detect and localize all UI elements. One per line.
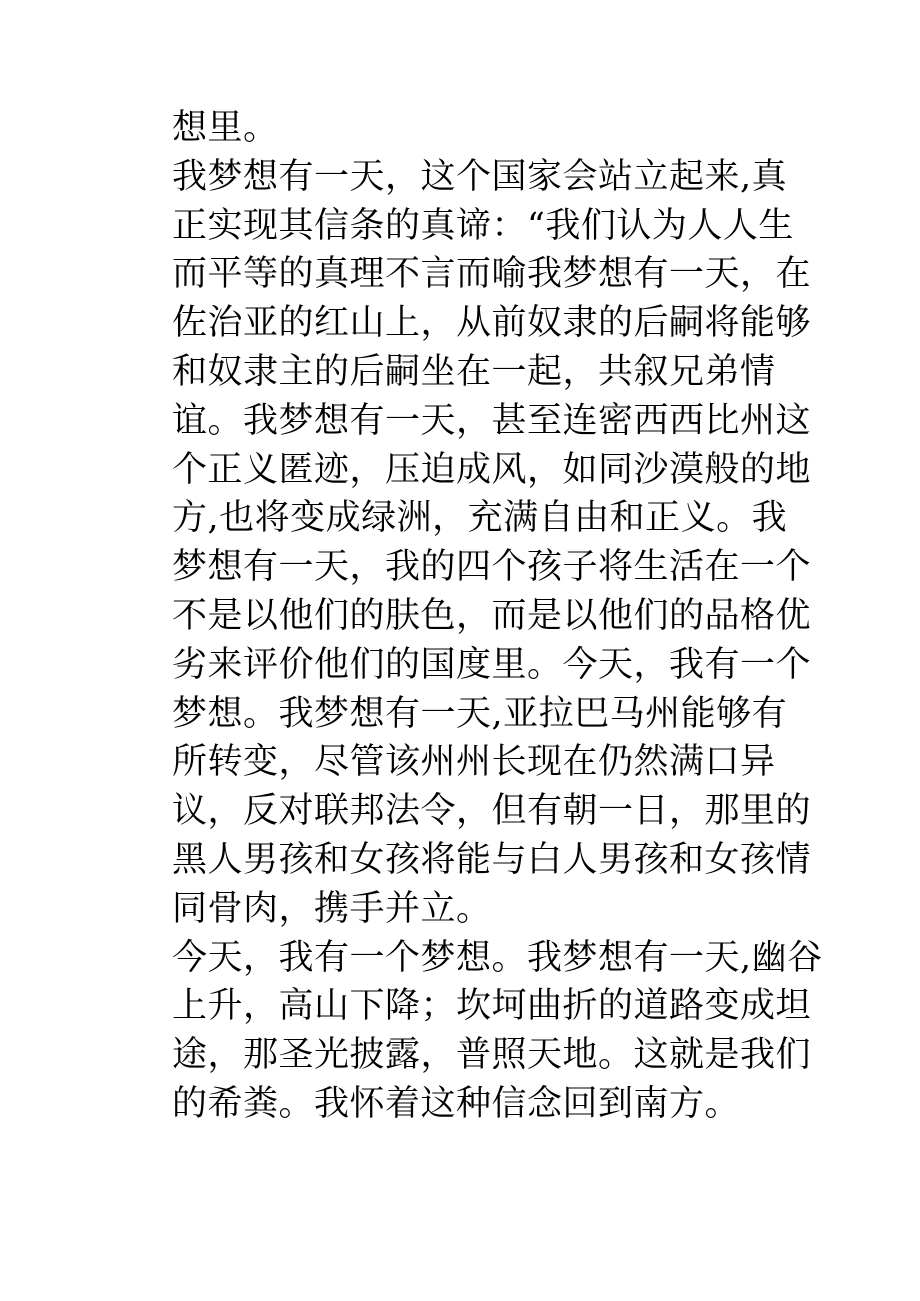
text-line: 个正义匿迹，压迫成风，如同沙漠般的地 — [172, 449, 812, 490]
text-line: 今天，我有一个梦想。我梦想有一天,幽谷 — [172, 937, 823, 978]
text-line: 议，反对联邦法令，但有朝一日，那里的 — [172, 791, 812, 832]
text-line: 梦想。我梦想有一天,亚拉巴马州能够有 — [172, 693, 788, 734]
text-line: 所转变，尽管该州州长现在仍然满口异 — [172, 742, 776, 783]
text-line: 我梦想有一天，这个国家会站立起来,真 — [172, 156, 788, 197]
text-line: 和奴隶主的后嗣坐在一起，共叙兄弟情 — [172, 351, 776, 392]
text-line: 途，那圣光披露，普照天地。这就是我们 — [172, 1035, 812, 1076]
text-line: 谊。我梦想有一天，甚至连密西西比州这 — [172, 400, 812, 441]
text-line: 不是以他们的肤色，而是以他们的品格优 — [172, 595, 812, 636]
text-line: 方,也将变成绿洲，充满自由和正义。我 — [172, 498, 788, 539]
text-line: 想里。 — [172, 108, 279, 148]
text-line: 而平等的真理不言而喻我梦想有一天，在 — [172, 254, 812, 295]
text-line: 上升，高山下降；坎坷曲折的道路变成坦 — [172, 986, 812, 1027]
text-line: 同骨肉，携手并立。 — [172, 888, 492, 929]
text-line: 黑人男孩和女孩将能与白人男孩和女孩情 — [172, 839, 812, 880]
text-line: 的希粪。我怀着这种信念回到南方。 — [172, 1083, 741, 1124]
text-line: 梦想有一天，我的四个孩子将生活在一个 — [172, 547, 812, 588]
text-line: 佐治亚的红山上，从前奴隶的后嗣将能够 — [172, 303, 812, 344]
text-line: 劣来评价他们的国度里。今天，我有一个 — [172, 644, 812, 685]
body-text — [172, 104, 823, 1129]
text-line: 正实现其信条的真谛：“我们认为人人生 — [172, 205, 794, 246]
